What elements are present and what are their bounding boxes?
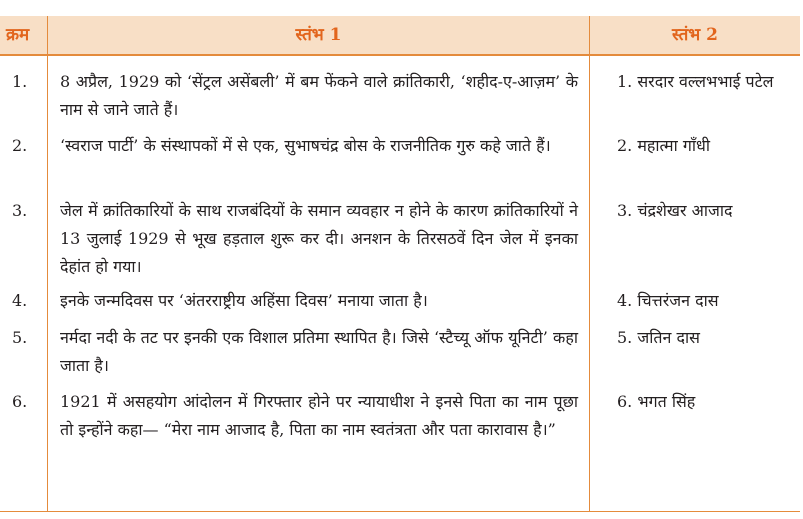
header-column-2-label: स्तंभ 2: [671, 25, 718, 45]
row-3-number: 3.: [12, 201, 28, 220]
row-6-description: 1921 में असहयोग आंदोलन में गिरफ्तार होने पर न्यायाधीश ने इनसे पिता का नाम पूछा तो इन्होंने कहा— “मेरा नाम आजाद है, पिता का नाम स्वतंत्रता और पता कारावास है।”: [60, 392, 578, 439]
row-4-answer-option: 4. चित्तरंजन दास: [617, 291, 719, 310]
row-6-number: 6.: [12, 392, 28, 411]
row-2-answer-option: 2. महात्मा गाँधी: [617, 136, 710, 155]
row-2-description: ‘स्वराज पार्टी’ के संस्थापकों में से एक, सुभाषचंद्र बोस के राजनीतिक गुरु कहे जाते हैं।: [60, 136, 551, 155]
row-4-description: इनके जन्मदिवस पर ‘अंतरराष्ट्रीय अहिंसा दिवस’ मनाया जाता है।: [60, 291, 428, 310]
row-3-answer-option: 3. चंद्रशेखर आजाद: [617, 201, 733, 220]
table-bottom-border: [0, 511, 800, 512]
row-5-description: नर्मदा नदी के तट पर इनकी एक विशाल प्रतिमा स्थापित है। जिसे ‘स्टैच्यू ऑफ यूनिटी’ कहा जाता है।: [60, 328, 578, 375]
row-1-description: 8 अप्रैल, 1929 को ‘सेंट्रल असेंबली’ में बम फेंकने वाले क्रांतिकारी, ‘शहीद-ए-आज़म’ के नाम से जाने जाते हैं।: [60, 72, 578, 119]
row-5-answer-option: 5. जतिन दास: [617, 328, 700, 347]
row-2-number: 2.: [12, 136, 28, 155]
column-divider-left: [47, 16, 48, 512]
header-serial-label: क्रम: [6, 25, 30, 45]
row-5-number: 5.: [12, 328, 28, 347]
row-1-number: 1.: [12, 72, 28, 91]
column-divider-right: [589, 16, 590, 512]
row-3-description: जेल में क्रांतिकारियों के साथ राजबंदियों के समान व्यवहार न होने के कारण क्रांतिकारियों ने 13 जुलाई 1929 से भूख हड़ताल शुरू कर दी। अनशन के तिरसठवें दिन जेल में इनका देहांत हो गया।: [60, 201, 578, 276]
header-column-1-label: स्तंभ 1: [295, 25, 342, 45]
row-6-answer-option: 6. भगत सिंह: [617, 392, 696, 411]
row-1-answer-option: 1. सरदार वल्लभभाई पटेल: [617, 72, 774, 91]
table-header: [0, 16, 800, 56]
row-4-number: 4.: [12, 291, 28, 310]
